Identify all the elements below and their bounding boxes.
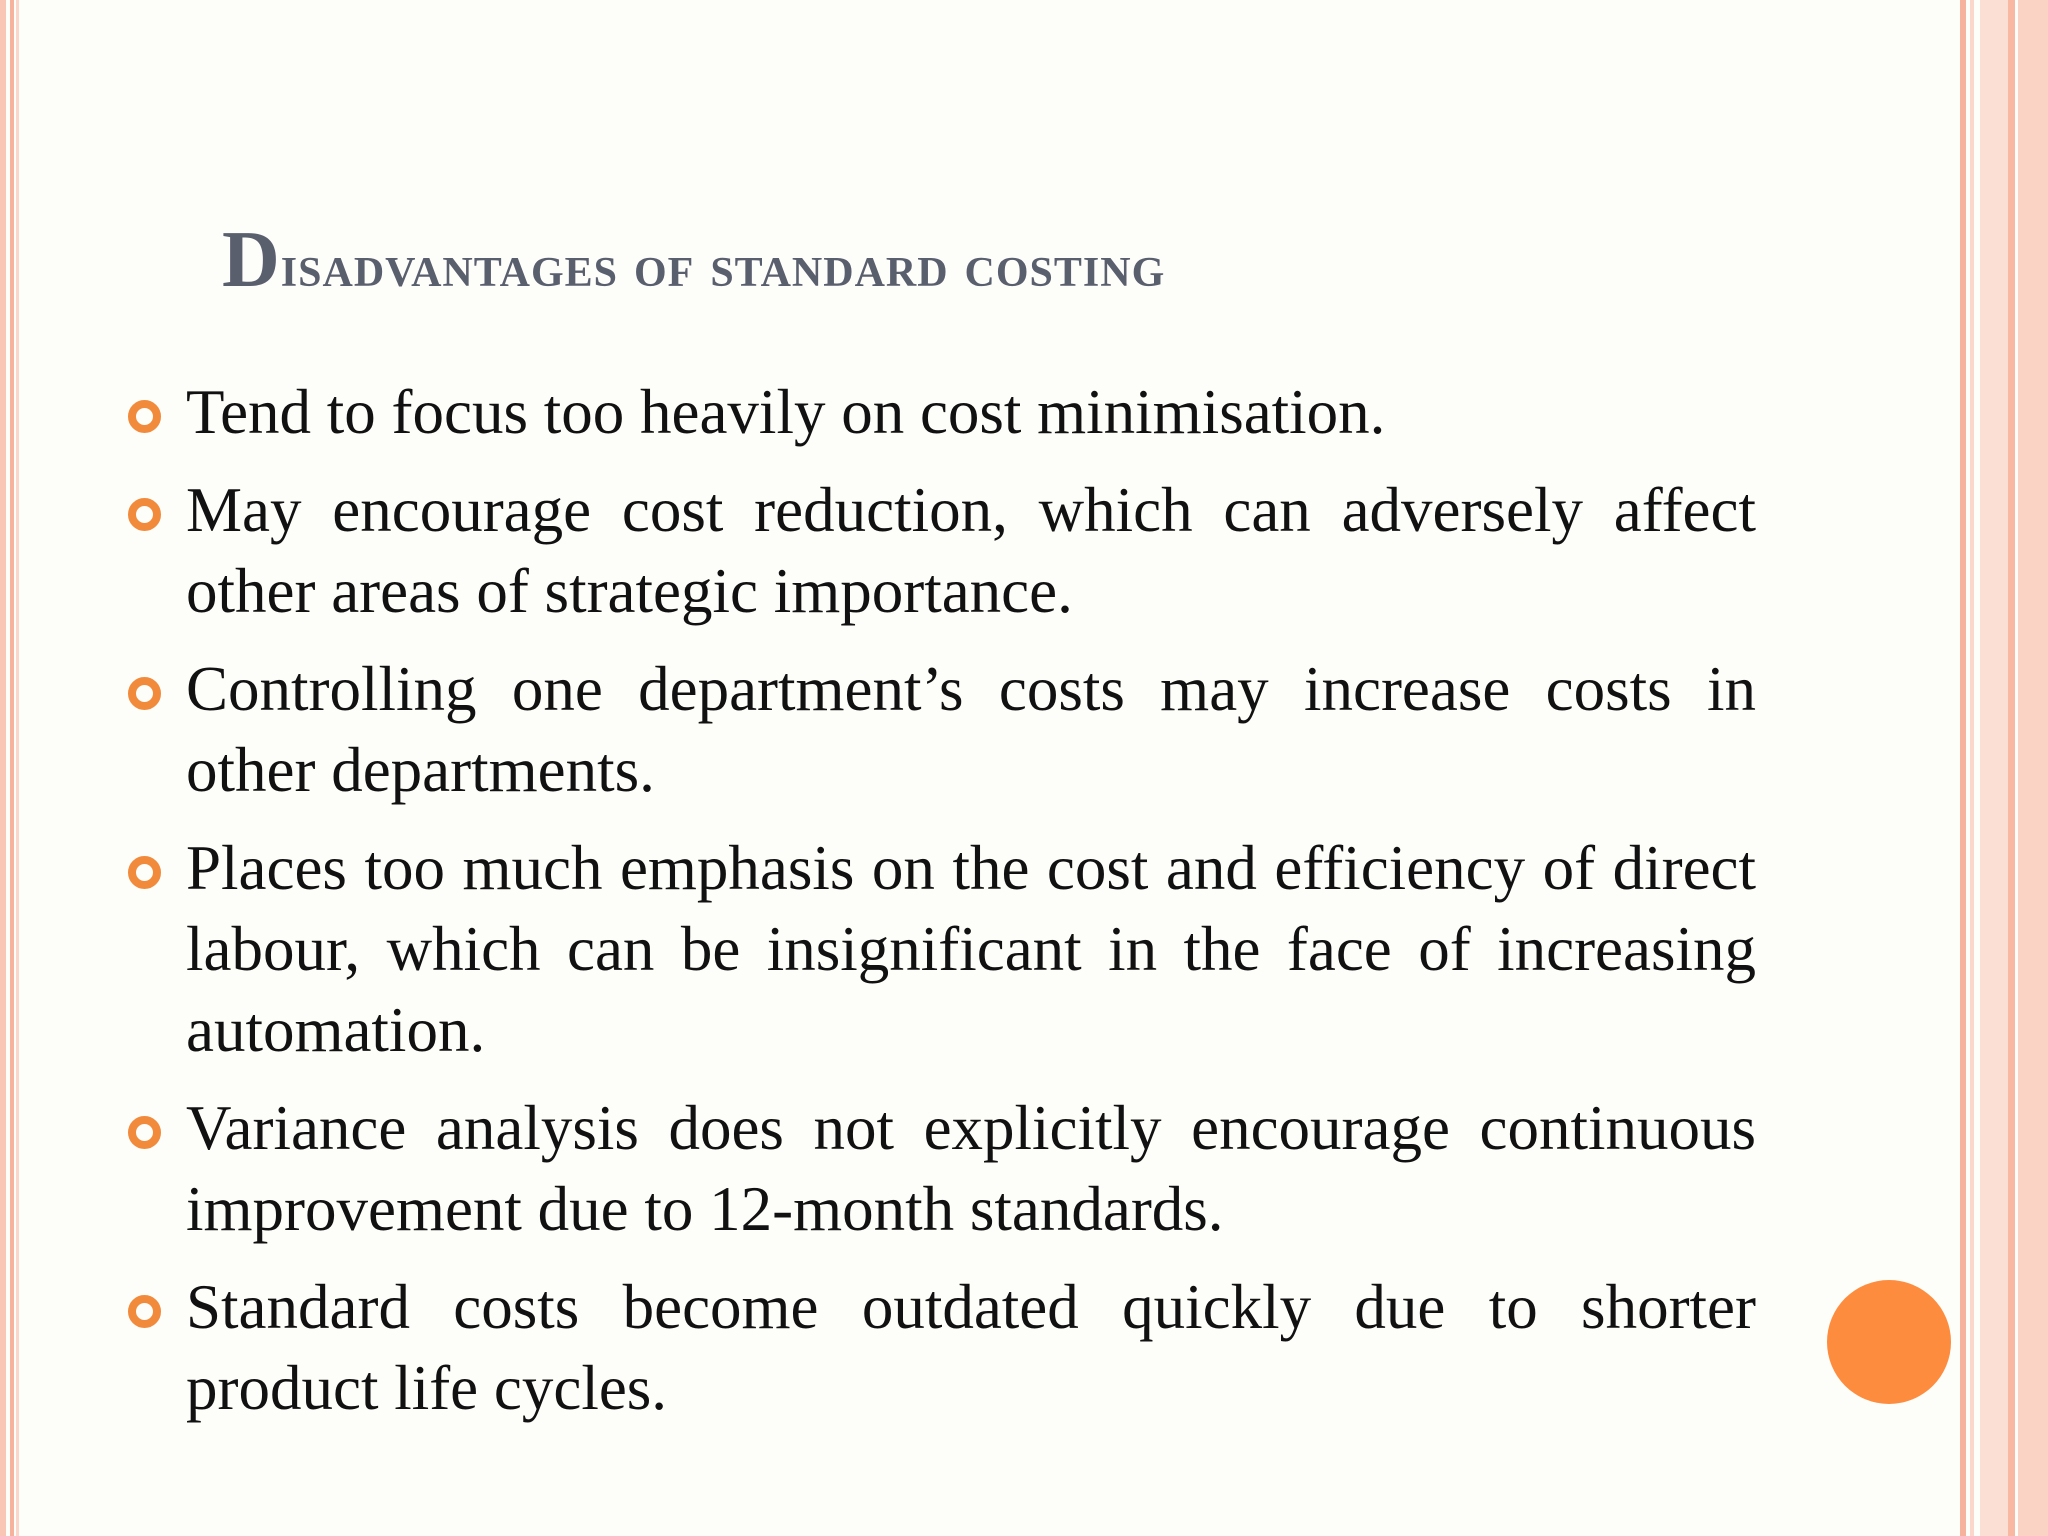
- hollow-circle-bullet-icon: [128, 498, 161, 531]
- right-stripe: [2008, 0, 2015, 1536]
- bullet-text: Tend to focus too heavily on cost minimisation.: [186, 377, 1386, 447]
- bullet-text: May encourage cost reduction, which can adversely affect other areas of strategic importance.: [186, 475, 1756, 626]
- bullet-item: [128, 649, 1756, 811]
- hollow-circle-bullet-icon: [128, 1116, 161, 1149]
- left-stripe: [10, 0, 14, 1536]
- bullet-text: Variance analysis does not explicitly encourage continuous improvement due to 12-month standards.: [186, 1093, 1756, 1244]
- bullet-item: [128, 470, 1756, 632]
- left-stripe: [0, 0, 6, 1536]
- bullet-item: [128, 372, 1756, 453]
- right-stripe: [1980, 0, 2008, 1536]
- left-stripe: [16, 0, 19, 1536]
- title-initial: D: [222, 216, 281, 304]
- bullet-text: Controlling one department’s costs may increase costs in other departments.: [186, 654, 1756, 805]
- hollow-circle-bullet-icon: [128, 677, 161, 710]
- bullet-item: [128, 1088, 1756, 1250]
- bullet-item: [128, 828, 1756, 1071]
- title-rest: isadvantages of standard costing: [280, 233, 1166, 299]
- bullet-text: Places too much emphasis on the cost and efficiency of direct labour, which can be insignificant in the face of increasing automation.: [186, 833, 1756, 1065]
- orange-accent-circle: [1827, 1280, 1951, 1404]
- right-stripe: [1970, 0, 1974, 1536]
- right-stripe: [2018, 0, 2048, 1536]
- bullet-list: [128, 372, 1756, 1446]
- hollow-circle-bullet-icon: [128, 856, 161, 889]
- hollow-circle-bullet-icon: [128, 400, 161, 433]
- bullet-text: Standard costs become outdated quickly due to shorter product life cycles.: [186, 1272, 1756, 1423]
- right-stripe: [1960, 0, 1966, 1536]
- bullet-item: [128, 1267, 1756, 1429]
- slide-title: [222, 215, 1722, 306]
- hollow-circle-bullet-icon: [128, 1295, 161, 1328]
